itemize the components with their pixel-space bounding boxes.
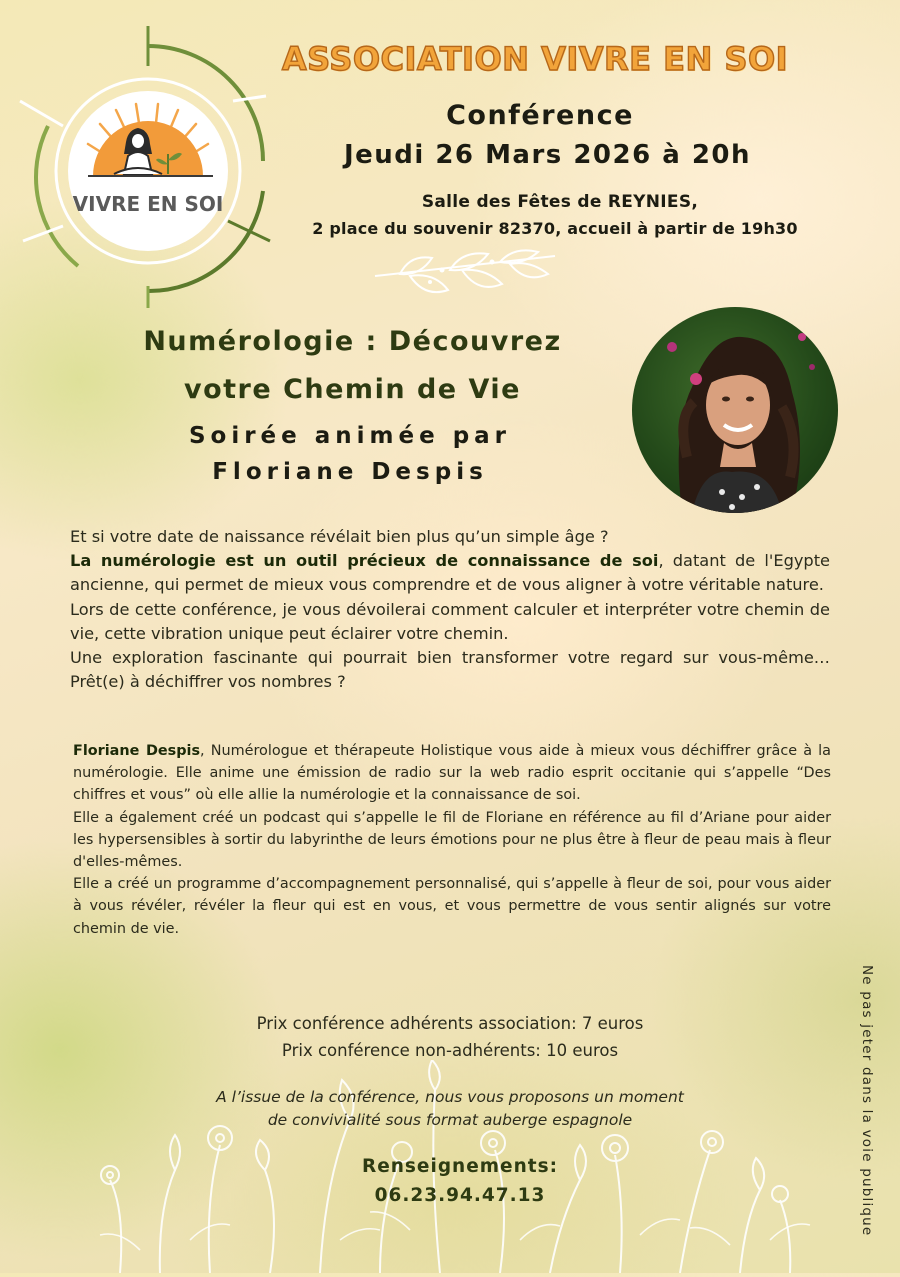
conference-topic xyxy=(80,318,625,414)
topic-line-1: Numérologie : Découvrez xyxy=(143,326,562,357)
event-type: Conférence xyxy=(446,100,634,131)
note-line-2: de convivialité sous format auberge espagnole xyxy=(267,1111,633,1129)
speaker-portrait xyxy=(632,307,838,513)
bio-name: Floriane Despis xyxy=(73,743,201,759)
association-logo xyxy=(18,26,278,316)
contact-label: Renseignements: xyxy=(361,1156,559,1177)
intro-paragraph-rest: , datant de l'Egypte ancienne, qui permet de mieux vous comprendre et de vous aligner à votre véritable nature. xyxy=(70,551,830,595)
note-line-1: A l’issue de la conférence, nous vous proposons un moment xyxy=(216,1088,684,1106)
logo-text: VIVRE EN SOI xyxy=(72,192,224,216)
topic-line-2: votre Chemin de Vie xyxy=(184,374,521,405)
contact-phone[interactable]: 06.23.94.47.13 xyxy=(374,1185,546,1206)
price-non-members: Prix conférence non-adhérents: 10 euros xyxy=(281,1041,619,1060)
intro-paragraph: Et si votre date de naissance révélait bien plus qu’un simple âge ? xyxy=(70,527,609,546)
contact-block xyxy=(260,1152,660,1210)
venue-address: 2 place du souvenir 82370, accueil à partir de 19h30 xyxy=(312,219,798,238)
association-name: ASSOCIATION VIVRE EN SOI xyxy=(281,40,789,78)
bio-paragraph-rest: , Numérologue et thérapeute Holistique vous aide à mieux vous déchiffrer grâce à la numérologie. Elle anime une émission de radio sur la web radio esprit occitanie qui s’appelle “Des chiffres et vous” où elle allie la numérologie et la connaissance de soi. xyxy=(73,743,831,804)
host-line-1: Soirée animée par xyxy=(188,423,512,449)
pricing-block xyxy=(120,1010,780,1064)
intro-paragraph: Lors de cette conférence, je vous dévoilerai comment calculer et interpréter votre chemin de vie, cette vibration unique peut éclairer votre chemin. xyxy=(70,599,830,643)
speaker-bio xyxy=(73,740,831,940)
disposal-notice: Ne pas jeter dans la voie publique xyxy=(859,965,875,1237)
intro-text xyxy=(70,525,830,694)
intro-paragraph: Une exploration fascinante qui pourrait bien transformer votre regard sur vous-même… Prêt(e) à déchiffrer vos nombres ? xyxy=(70,648,830,692)
host-line-2: Floriane Despis xyxy=(212,459,488,485)
leaf-sprig-icon xyxy=(370,248,560,308)
event-date: Jeudi 26 Mars 2026 à 20h xyxy=(343,140,752,170)
intro-paragraph xyxy=(70,549,830,597)
bio-paragraph xyxy=(73,740,831,807)
conviviality-note xyxy=(120,1086,780,1132)
host-heading xyxy=(110,418,590,490)
price-members: Prix conférence adhérents association: 7 euros xyxy=(256,1014,644,1033)
bio-paragraph: Elle a créé un programme d’accompagnement personnalisé, qui s’appelle à fleur de soi, pour vous aider à vous révéler, révéler la fleur qui est en vous, et vous permettre de vous sentir alignés sur votre chemin de vie. xyxy=(73,876,831,937)
intro-highlight: La numérologie est un outil précieux de connaissance de soi xyxy=(70,551,659,571)
bio-paragraph: Elle a également créé un podcast qui s’appelle le fil de Floriane en référence au fil d’Ariane pour aider les hypersensibles à sortir du labyrinthe de leurs émotions pour ne plus être à fleur de peau mais à fleur d'elles-mêmes. xyxy=(73,809,831,871)
venue-name: Salle des Fêtes de REYNIES, xyxy=(421,192,699,212)
